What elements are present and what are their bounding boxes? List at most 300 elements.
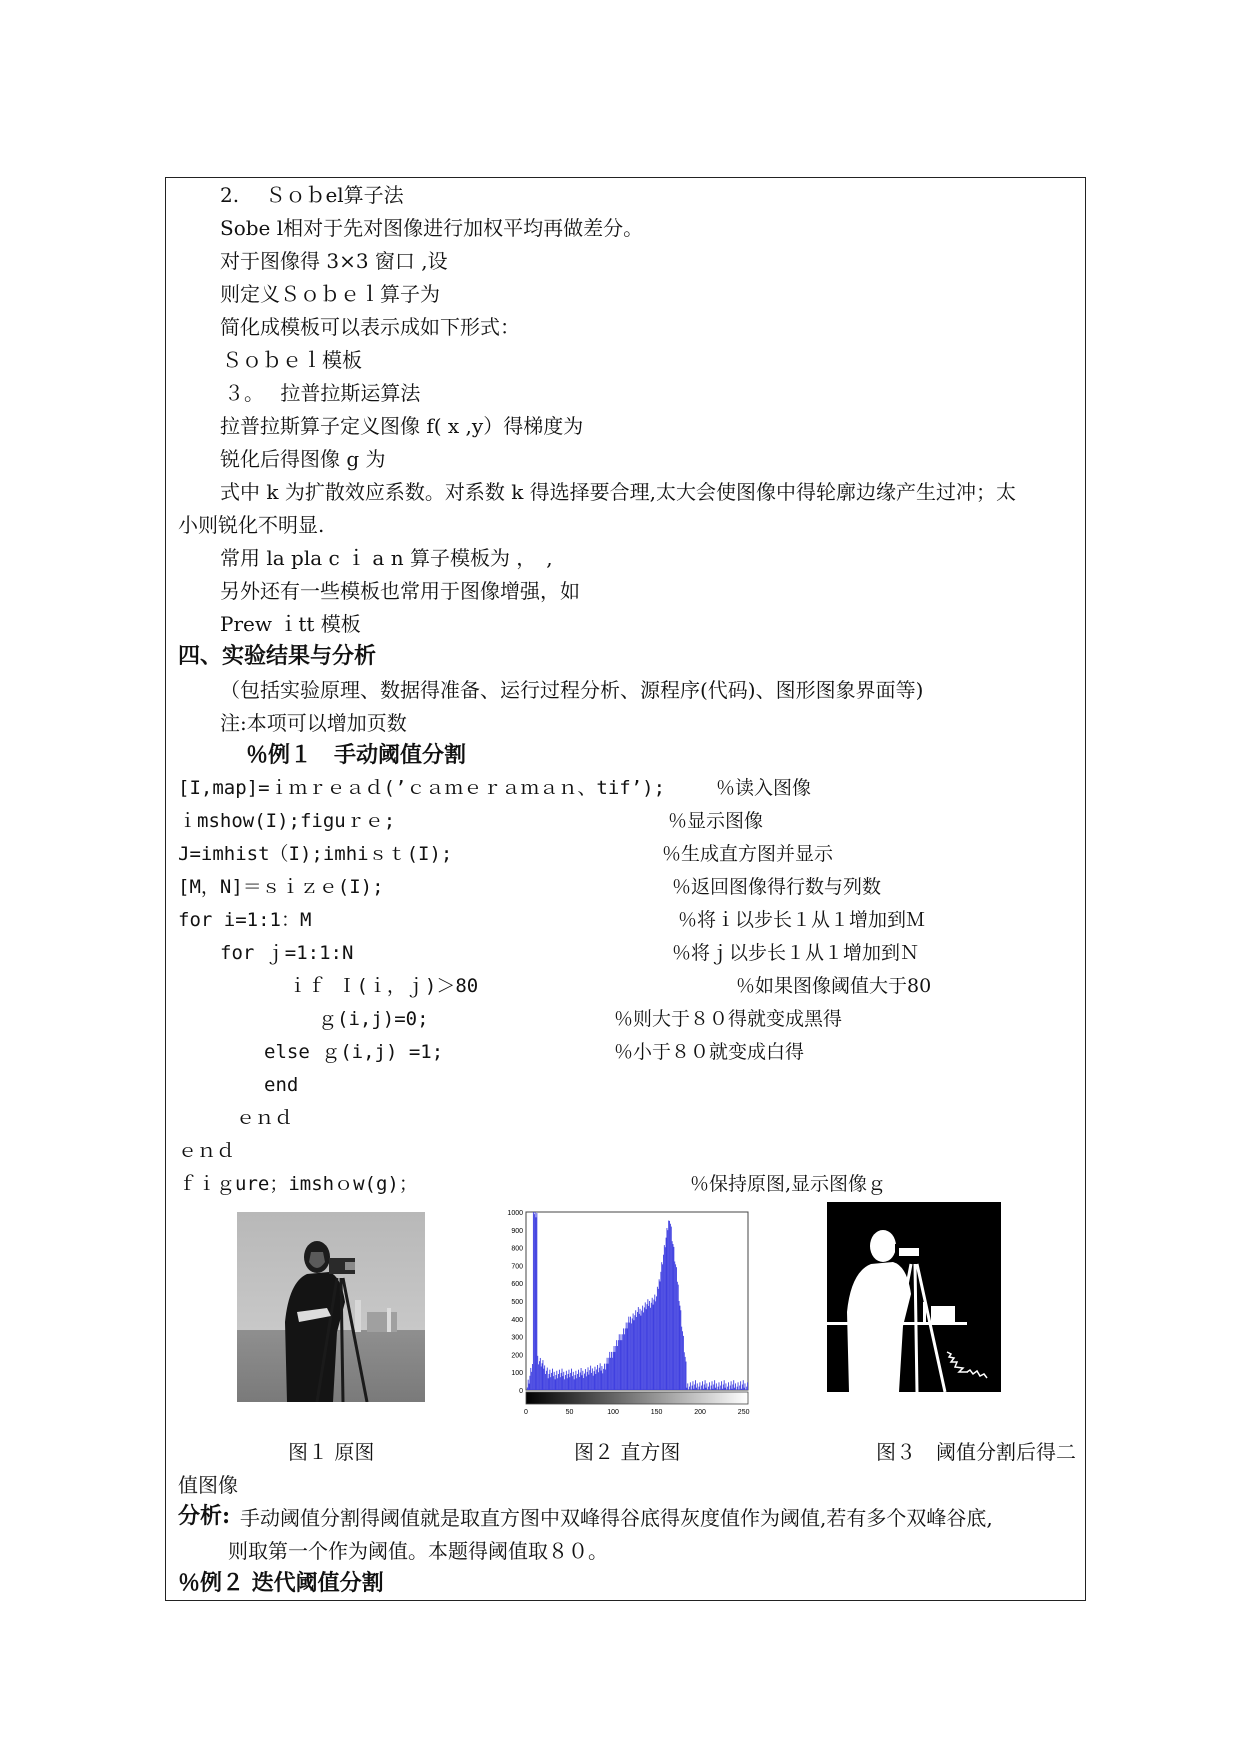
histogram-bar xyxy=(679,1301,680,1390)
histogram-bar xyxy=(587,1372,588,1390)
histogram-bar xyxy=(623,1328,624,1390)
histogram-bar xyxy=(656,1296,657,1390)
histogram-bar xyxy=(687,1383,688,1390)
histogram-bar xyxy=(712,1389,713,1390)
histogram-bar xyxy=(693,1381,694,1390)
histogram-bar xyxy=(660,1272,661,1390)
histogram-bar xyxy=(658,1289,659,1390)
histogram-bar xyxy=(537,1356,538,1390)
histogram-bar xyxy=(591,1373,592,1390)
histogram-bar xyxy=(592,1368,593,1390)
code-line: [M，N]＝ｓｉｚｅ(I); xyxy=(178,876,384,898)
histogram-bar xyxy=(701,1386,702,1390)
histogram-bar xyxy=(743,1380,744,1390)
histogram-bar xyxy=(741,1389,742,1390)
histogram-bar xyxy=(577,1374,578,1390)
histogram-bar xyxy=(667,1230,668,1390)
histogram-bar xyxy=(553,1376,554,1390)
histogram-bar xyxy=(534,1214,535,1390)
histogram-bar xyxy=(614,1352,615,1390)
histogram-bar xyxy=(650,1308,651,1390)
laplace-def: 拉普拉斯算子定义图像 f( x ,y）得梯度为 xyxy=(220,414,584,438)
histogram-bar xyxy=(705,1380,706,1390)
histogram-y-tick: 900 xyxy=(511,1227,523,1235)
histogram-bar xyxy=(624,1334,625,1390)
histogram-bar xyxy=(558,1374,559,1390)
histogram-bar xyxy=(541,1367,542,1390)
histogram-bar xyxy=(562,1369,563,1390)
histogram-bar xyxy=(603,1369,604,1390)
code-comment: ％小于８０就变成白得 xyxy=(614,1041,805,1063)
histogram-bar xyxy=(598,1372,599,1390)
example2-title: ％例２ 迭代阈值分割 xyxy=(178,1570,384,1596)
histogram-bar xyxy=(724,1380,725,1390)
histogram-bar xyxy=(696,1388,697,1390)
histogram-bar xyxy=(673,1247,674,1390)
section4-heading: 四、实验结果与分析 xyxy=(178,643,377,669)
code-line: ｅｎｄ xyxy=(178,1140,236,1162)
code-line: else ｇ(i,j) =1; xyxy=(264,1041,444,1063)
histogram-bar xyxy=(716,1383,717,1390)
histogram-bar xyxy=(557,1378,558,1390)
histogram-chart xyxy=(498,1208,758,1434)
histogram-bar xyxy=(640,1316,641,1390)
histogram-bar xyxy=(665,1247,666,1390)
histogram-y-tick: 400 xyxy=(511,1316,523,1324)
histogram-bar xyxy=(618,1340,619,1390)
histogram-bar xyxy=(675,1264,676,1390)
code-line: ｉmshow(I);figuｒｅ; xyxy=(178,810,396,832)
laplacian-template: 常用 la pla c ｉ a n 算子模板为 ， , xyxy=(220,546,553,570)
window-line: 对于图像得 3×3 窗口 ,设 xyxy=(220,249,448,273)
histogram-bar xyxy=(669,1221,670,1390)
histogram-bar xyxy=(720,1386,721,1390)
histogram-bar xyxy=(606,1364,607,1390)
code-line: for ｊ=1:1:N xyxy=(220,942,354,964)
histogram-bar xyxy=(676,1267,677,1390)
histogram-bar xyxy=(605,1370,606,1390)
histogram-bar xyxy=(689,1387,690,1390)
histogram-x-tick: 0 xyxy=(524,1409,528,1416)
histogram-bar xyxy=(570,1373,571,1390)
histogram-x-tick: 50 xyxy=(565,1409,574,1416)
analysis-text-1: 手动阈值分割得阈值就是取直方图中双峰得谷底得灰度值作为阈值,若有多个双峰谷底, xyxy=(240,1506,993,1530)
histogram-bar xyxy=(551,1373,552,1390)
histogram-bar xyxy=(714,1380,715,1390)
histogram-bar xyxy=(574,1379,575,1390)
cameraman-original-image xyxy=(237,1212,425,1402)
histogram-bar xyxy=(612,1358,613,1390)
histogram-bar xyxy=(718,1387,719,1390)
histogram-bar xyxy=(593,1376,594,1390)
histogram-bar xyxy=(662,1264,663,1390)
histogram-bar xyxy=(572,1376,573,1390)
histogram-bar xyxy=(699,1387,700,1390)
section4-note: 注:本项可以增加页数 xyxy=(220,711,407,735)
histogram-x-tick: 150 xyxy=(650,1409,663,1416)
histogram-bar xyxy=(655,1301,656,1390)
histogram-bar xyxy=(723,1384,724,1390)
histogram-bar xyxy=(581,1368,582,1390)
histogram-bar xyxy=(670,1224,671,1390)
grayscale-colorbar xyxy=(526,1392,748,1404)
histogram-bar xyxy=(608,1364,609,1390)
histogram-bar xyxy=(744,1388,745,1390)
histogram-bar xyxy=(645,1302,646,1390)
code-line: ｅｎｄ xyxy=(236,1107,294,1129)
histogram-bar xyxy=(704,1384,705,1390)
histogram-bar xyxy=(725,1383,726,1390)
histogram-bar xyxy=(661,1262,662,1390)
histogram-x-tick: 250 xyxy=(737,1409,750,1416)
histogram-bar xyxy=(616,1340,617,1390)
histogram-bar xyxy=(627,1323,628,1390)
histogram-bar xyxy=(548,1378,549,1390)
histogram-bar xyxy=(550,1377,551,1390)
histogram-bar xyxy=(611,1352,612,1390)
histogram-bar xyxy=(711,1386,712,1390)
histogram-bar xyxy=(706,1383,707,1390)
histogram-bar xyxy=(582,1375,583,1390)
histogram-bar xyxy=(719,1382,720,1390)
histogram-bar xyxy=(653,1300,654,1390)
histogram-bar xyxy=(560,1377,561,1390)
histogram-bar xyxy=(549,1370,550,1390)
histogram-bar xyxy=(725,1388,726,1390)
histogram-bar xyxy=(693,1389,694,1390)
histogram-bar xyxy=(642,1306,643,1390)
histogram-bar xyxy=(634,1320,635,1390)
histogram-bar xyxy=(563,1372,564,1390)
histogram-bar xyxy=(640,1309,641,1390)
histogram-bar xyxy=(709,1382,710,1390)
histogram-bar xyxy=(634,1315,635,1390)
histogram-bar xyxy=(564,1379,565,1390)
histogram-bar xyxy=(629,1323,630,1390)
other-templates: 另外还有一些模板也常用于图像增强，如 xyxy=(220,579,580,603)
code-line: [I,map]=ｉｍｒｅａｄ(’ｃａｍｅｒａｍａｎ、tif’); xyxy=(178,777,666,799)
histogram-bar xyxy=(565,1375,566,1390)
histogram-bar xyxy=(561,1373,562,1390)
histogram-bar xyxy=(596,1369,597,1390)
histogram-bar xyxy=(595,1374,596,1390)
histogram-x-tick: 200 xyxy=(694,1409,706,1416)
histogram-bar xyxy=(695,1380,696,1390)
code-comment: ％如果图像阈值大于80 xyxy=(736,975,932,997)
histogram-bar xyxy=(686,1362,687,1390)
histogram-bar xyxy=(666,1238,667,1390)
histogram-bar xyxy=(671,1227,672,1390)
prewitt-template: Prew ｉtt 模板 xyxy=(220,612,361,636)
code-line: J=imhist（I);imhiｓｔ(I); xyxy=(178,843,453,865)
histogram-bar xyxy=(638,1307,639,1390)
histogram-bar xyxy=(604,1364,605,1390)
histogram-bar xyxy=(568,1374,569,1390)
template-form: 简化成模板可以表示成如下形式： xyxy=(220,315,520,339)
code-comment: ％返回图像得行数与列数 xyxy=(672,876,882,898)
histogram-bar xyxy=(633,1313,634,1390)
histogram-bar xyxy=(620,1340,621,1390)
histogram-bar xyxy=(582,1371,583,1390)
code-comment: ％将ｊ以步长１从１增加到Ｎ xyxy=(672,942,920,964)
code-comment: ％保持原图,显示图像ｇ xyxy=(690,1173,887,1195)
sharpened-line: 锐化后得图像 g 为 xyxy=(220,447,386,471)
histogram-bar xyxy=(609,1352,610,1390)
histogram-bar xyxy=(678,1285,679,1390)
histogram-bar xyxy=(545,1374,546,1390)
histogram-bar xyxy=(690,1382,691,1390)
histogram-bar xyxy=(651,1303,652,1390)
histogram-bar xyxy=(684,1352,685,1390)
histogram-bar xyxy=(702,1381,703,1390)
histogram-bar xyxy=(610,1358,611,1390)
histogram-bar xyxy=(708,1387,709,1390)
histogram-y-tick: 0 xyxy=(519,1388,523,1395)
histogram-bar xyxy=(731,1381,732,1390)
histogram-bar xyxy=(602,1373,603,1390)
histogram-bar xyxy=(643,1312,644,1390)
histogram-bar xyxy=(575,1371,576,1390)
histogram-bar xyxy=(639,1314,640,1390)
code-line: for i=1:1：M xyxy=(178,909,312,931)
histogram-y-tick: 700 xyxy=(511,1263,523,1271)
histogram-bar xyxy=(543,1369,544,1390)
histogram-bar xyxy=(529,1384,530,1390)
histogram-bar xyxy=(594,1371,595,1390)
histogram-bar xyxy=(576,1378,577,1390)
histogram-bar xyxy=(555,1375,556,1390)
code-line: ｆｉｇure；imshｏw(g)； xyxy=(178,1173,418,1195)
histogram-bar xyxy=(621,1340,622,1390)
histogram-y-tick: 800 xyxy=(511,1245,523,1253)
histogram-bar xyxy=(657,1287,658,1390)
histogram-bar xyxy=(677,1282,678,1390)
histogram-bar xyxy=(680,1310,681,1390)
histogram-bar xyxy=(685,1357,686,1390)
histogram-bar xyxy=(660,1281,661,1390)
histogram-bar xyxy=(554,1372,555,1390)
histogram-bar xyxy=(648,1306,649,1390)
histogram-y-tick: 600 xyxy=(511,1281,523,1289)
histogram-bar xyxy=(631,1323,632,1390)
histogram-bar xyxy=(615,1346,616,1390)
histogram-bar xyxy=(649,1301,650,1390)
histogram-bar xyxy=(738,1382,739,1390)
histogram-bar xyxy=(527,1388,528,1390)
histogram-bar xyxy=(595,1367,596,1390)
histogram-bar xyxy=(600,1363,601,1390)
code-comment: ％显示图像 xyxy=(668,810,764,832)
histogram-bar xyxy=(706,1388,707,1390)
histogram-bar xyxy=(647,1299,648,1390)
histogram-bar xyxy=(663,1255,664,1390)
histogram-bar xyxy=(586,1376,587,1390)
histogram-bar xyxy=(745,1383,746,1390)
histogram-bar xyxy=(539,1361,540,1390)
figure3-caption: 图３ 阈值分割后得二 xyxy=(876,1440,1076,1464)
histogram-bar xyxy=(562,1376,563,1390)
histogram-bar xyxy=(732,1384,733,1390)
histogram-bar xyxy=(730,1386,731,1390)
histogram-bar xyxy=(721,1381,722,1390)
histogram-bar xyxy=(686,1388,687,1390)
histogram-bar xyxy=(552,1369,553,1390)
sobel-def: 则定义Ｓｏｂｅｌ算子为 xyxy=(220,282,440,306)
histogram-bar xyxy=(636,1317,637,1390)
histogram-bar xyxy=(740,1381,741,1390)
histogram-bar xyxy=(683,1336,684,1390)
histogram-bar xyxy=(703,1389,704,1390)
histogram-bar xyxy=(601,1371,602,1390)
histogram-bar xyxy=(588,1367,589,1390)
histogram-bar xyxy=(727,1387,728,1390)
histogram-bar xyxy=(608,1358,609,1390)
sobel-template: Ｓｏｂｅｌ模板 xyxy=(222,348,362,372)
histogram-bar xyxy=(628,1317,629,1390)
histogram-bar xyxy=(585,1369,586,1390)
histogram-bar xyxy=(530,1368,531,1390)
code-comment: ％将ｉ以步长１从１增加到Ｍ xyxy=(678,909,926,931)
histogram-bar xyxy=(668,1221,669,1390)
histogram-bar xyxy=(544,1365,545,1390)
histogram-bar xyxy=(715,1388,716,1390)
histogram-bar xyxy=(535,1212,536,1390)
histogram-bar xyxy=(644,1307,645,1390)
histogram-bar xyxy=(735,1383,736,1390)
laplace-heading: ３。 拉普拉斯运算法 xyxy=(224,381,421,405)
histogram-bar xyxy=(528,1380,529,1390)
code-comment: ％读入图像 xyxy=(716,777,812,799)
histogram-bar xyxy=(566,1371,567,1390)
histogram-bar xyxy=(737,1387,738,1390)
histogram-bar xyxy=(559,1370,560,1390)
histogram-bar xyxy=(533,1212,534,1390)
histogram-bar xyxy=(568,1370,569,1390)
histogram-bar xyxy=(540,1358,541,1390)
histogram-bar xyxy=(664,1245,665,1390)
histogram-bar xyxy=(637,1312,638,1390)
histogram-bar xyxy=(666,1228,667,1390)
histogram-bar xyxy=(632,1318,633,1390)
histogram-bar xyxy=(674,1261,675,1390)
histogram-bar xyxy=(622,1334,623,1390)
histogram-bar xyxy=(739,1386,740,1390)
histogram-bar xyxy=(682,1331,683,1390)
histogram-x-tick: 100 xyxy=(607,1409,619,1416)
histogram-bar xyxy=(728,1382,729,1390)
histogram-bar xyxy=(573,1372,574,1390)
histogram-y-tick: 300 xyxy=(511,1334,523,1342)
histogram-bar xyxy=(569,1377,570,1390)
histogram-bar xyxy=(531,1372,532,1390)
histogram-bar xyxy=(734,1388,735,1390)
histogram-bar xyxy=(580,1372,581,1390)
histogram-bar xyxy=(536,1213,537,1390)
histogram-bar xyxy=(567,1378,568,1390)
histogram-bar xyxy=(659,1279,660,1390)
histogram-bar xyxy=(626,1323,627,1390)
histogram-bar xyxy=(584,1374,585,1390)
histogram-bar xyxy=(614,1346,615,1390)
histogram-bar xyxy=(589,1370,590,1390)
example1-title: ％例１ 手动阈值分割 xyxy=(246,742,467,768)
histogram-bar xyxy=(653,1305,654,1390)
histogram-bar xyxy=(590,1366,591,1390)
histogram-bar xyxy=(733,1380,734,1390)
figure2-caption: 图２ 直方图 xyxy=(574,1440,681,1464)
histogram-bar xyxy=(694,1384,695,1390)
histogram-bar xyxy=(547,1368,548,1390)
histogram-bar xyxy=(579,1377,580,1390)
histogram-bar xyxy=(681,1327,682,1390)
histogram-bar xyxy=(713,1384,714,1390)
histogram-bar xyxy=(619,1334,620,1390)
histogram-bar xyxy=(538,1364,539,1390)
histogram-bar xyxy=(571,1369,572,1390)
figure1-caption: 图１ 原图 xyxy=(288,1440,375,1464)
histogram-bar xyxy=(654,1295,655,1390)
analysis-text-2: 则取第一个作为阈值。本题得阈值取８０。 xyxy=(228,1539,608,1563)
analysis-label: 分析: xyxy=(178,1503,231,1529)
histogram-bar xyxy=(747,1382,748,1390)
histogram-bar xyxy=(679,1306,680,1390)
histogram-y-tick: 100 xyxy=(511,1370,523,1378)
histogram-bar xyxy=(617,1346,618,1390)
histogram-bar xyxy=(625,1328,626,1390)
histogram-bar xyxy=(549,1374,550,1390)
histogram-bar xyxy=(583,1378,584,1390)
histogram-bar xyxy=(529,1376,530,1390)
histogram-bar xyxy=(692,1386,693,1390)
histogram-bar xyxy=(621,1334,622,1390)
thresholded-binary-image xyxy=(827,1202,1001,1392)
histogram-bar xyxy=(699,1382,700,1390)
histogram-bar xyxy=(630,1317,631,1390)
histogram-bar xyxy=(641,1311,642,1390)
histogram-bar xyxy=(697,1383,698,1390)
histogram-y-tick: 500 xyxy=(511,1299,523,1306)
histogram-bar xyxy=(712,1381,713,1390)
histogram-bar xyxy=(722,1389,723,1390)
histogram-bar xyxy=(647,1304,648,1390)
k-explain-2: 小则锐化不明显. xyxy=(178,513,325,537)
histogram-bar xyxy=(673,1244,674,1390)
histogram-bar xyxy=(672,1241,673,1390)
histogram-bar xyxy=(532,1364,533,1390)
figure3-caption-cont: 值图像 xyxy=(178,1473,238,1497)
sobel-intro: Sobe l相对于先对图像进行加权平均再做差分。 xyxy=(220,216,644,240)
histogram-y-tick: 1000 xyxy=(507,1210,523,1217)
histogram-bar xyxy=(546,1371,547,1390)
code-line: end xyxy=(264,1074,299,1096)
histogram-bar xyxy=(601,1366,602,1390)
histogram-bar xyxy=(542,1363,543,1390)
histogram-bar xyxy=(652,1298,653,1390)
histogram-bar xyxy=(607,1358,608,1390)
histogram-bar xyxy=(732,1389,733,1390)
histogram-bar xyxy=(627,1328,628,1390)
histogram-bar xyxy=(646,1309,647,1390)
histogram-bar xyxy=(542,1360,543,1390)
code-line: ｉｆ Ｉ(ｉ，ｊ)＞80 xyxy=(288,975,479,997)
histogram-bar xyxy=(597,1365,598,1390)
histogram-bar xyxy=(742,1384,743,1390)
histogram-bar xyxy=(613,1352,614,1390)
code-comment: ％生成直方图并显示 xyxy=(662,843,834,865)
section4-desc: （包括实验原理、数据得准备、运行过程分析、源程序(代码)、图形图象界面等) xyxy=(220,678,924,702)
histogram-bar xyxy=(555,1379,556,1390)
code-line: ｇ(i,j)=0; xyxy=(318,1008,429,1030)
